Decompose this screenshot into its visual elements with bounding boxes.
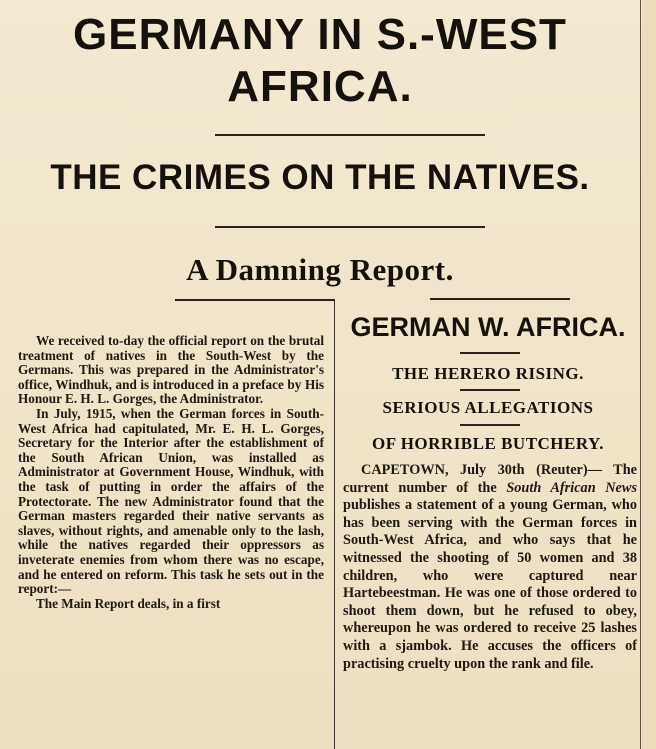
column-edge-rule: [640, 0, 641, 749]
subheadline-divider: [215, 226, 485, 228]
right-subtitle-1: THE HERERO RISING.: [392, 364, 584, 383]
body-text: publishes a statement of a young German, who has been serving with the German forces in South-West Africa, and who says that he witnessed the shooting of 50 women and 38 children, who were captured near Hartebeestman. He was one of those ordered to shoot them down, but he refused to obey, whereupon he was ordered to receive 25 lashes with a sjambok. He accuses the officers of practising cruelty upon the rank and file.: [343, 497, 637, 672]
report-title: A Damning Report.: [186, 252, 454, 287]
right-article-title: GERMAN W. AFRICA.: [350, 312, 626, 342]
right-article-column: [343, 462, 637, 673]
left-paragraph-1: We received to-day the official report on the brutal treatment of natives in the South-West by the Germans. This was prepared in the Administrator's office, Windhuk, and is introduced in a preface by His Honour E. H. L. Gorges, the Administrator.: [18, 333, 324, 407]
right-subtitle-3: OF HORRIBLE BUTCHERY.: [371, 434, 605, 453]
main-headline-line-2: AFRICA.: [227, 62, 413, 111]
right-subtitle-divider-1: [460, 389, 520, 391]
report-title-divider: [175, 299, 335, 301]
right-column-top-rule: [430, 298, 570, 300]
dateline: CAPETOWN, July 30th (Reuter)—: [361, 462, 602, 478]
column-divider: [334, 300, 335, 749]
left-article-column: [18, 334, 324, 611]
subheadline: THE CRIMES ON THE NATIVES.: [50, 158, 590, 197]
main-headline-line-1: GERMANY IN S.-WEST: [73, 10, 567, 59]
right-subtitle-2: SERIOUS ALLEGATIONS: [382, 398, 594, 417]
left-paragraph-3: The Main Report deals, in a first: [36, 595, 221, 611]
headline-divider: [215, 134, 485, 136]
page-edge: [642, 0, 656, 749]
right-article-body: [343, 462, 637, 673]
body-intro: The current number of the: [343, 462, 637, 496]
right-title-divider: [460, 352, 520, 354]
publication-name: South African News: [506, 479, 638, 496]
right-subtitle-divider-2: [460, 424, 520, 426]
left-paragraph-2: In July, 1915, when the German forces in South-West Africa had capitulated, Mr. E. H. L. Gorges, Secretary for the Interior after the establishment of the South African Union, was installed as Administrator at Government House, Windhuk, with the task of putting in order the affairs of the Protectorate. The new Administrator found that the German masters regarded their native servants as slaves, without rights, and amenable only to the lash, while the natives regarded their oppressors as inveterate enemies from whom there was no escape, and he entered on reform. This task he sets out in the report:—: [18, 405, 324, 597]
